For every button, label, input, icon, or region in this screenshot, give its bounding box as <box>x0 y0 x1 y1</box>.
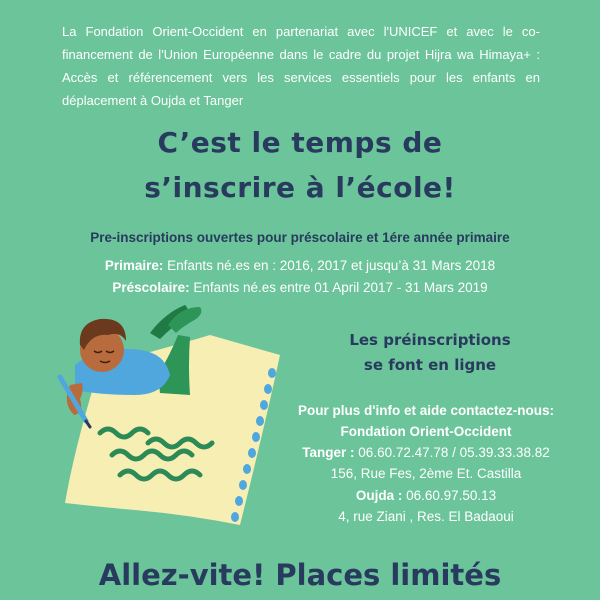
headline-line-1: C’est le temps de <box>157 126 443 159</box>
tanger-phones: 06.60.72.47.78 / 05.39.33.38.82 <box>354 445 550 460</box>
online-line-2: se font en ligne <box>363 356 497 374</box>
oujda-phone-line <box>276 488 576 503</box>
contact-heading: Pour plus d'info et aide contactez-nous: <box>298 403 554 418</box>
online-line-1: Les préinscriptions <box>349 331 511 349</box>
footer-call-to-action: Allez-vite! Places limités <box>98 558 502 592</box>
oujda-phone: 06.60.97.50.13 <box>402 488 497 503</box>
primaire-label: Primaire: <box>104 258 164 273</box>
pre-inscriptions-subheading: Pre-inscriptions ouvertes pour préscolaire et 1ére année primaire <box>90 230 510 245</box>
prescolaire-line <box>0 280 600 295</box>
primaire-line <box>0 258 600 273</box>
prescolaire-text: Enfants né.es entre 01 April 2017 - 31 Mars 2019 <box>189 280 488 295</box>
tanger-address: 156, Rue Fes, 2ème Et. Castilla <box>330 466 522 481</box>
headline-line-2: s’inscrire à l’école! <box>144 171 456 204</box>
oujda-address: 4, rue Ziani , Res. El Badaoui <box>338 509 514 524</box>
child-writing-illustration <box>40 295 300 535</box>
oujda-label: Oujda : <box>355 488 403 503</box>
tanger-phones-line <box>276 445 576 460</box>
primaire-text: Enfants né.es en : 2016, 2017 et jusqu’à 31 Mars 2018 <box>163 258 496 273</box>
intro-paragraph: La Fondation Orient-Occident en partenariat avec l'UNICEF et avec le co-financement de l'Union Européenne dans le cadre du projet Hijra wa Himaya+ : Accès et référencement vers les services essentiels pour les enfants en déplacement à Oujda et Tanger <box>62 24 540 108</box>
tanger-label: Tanger : <box>302 445 355 460</box>
child-shoes <box>150 305 201 339</box>
contact-org: Fondation Orient-Occident <box>340 424 512 439</box>
prescolaire-label: Préscolaire: <box>112 280 190 295</box>
